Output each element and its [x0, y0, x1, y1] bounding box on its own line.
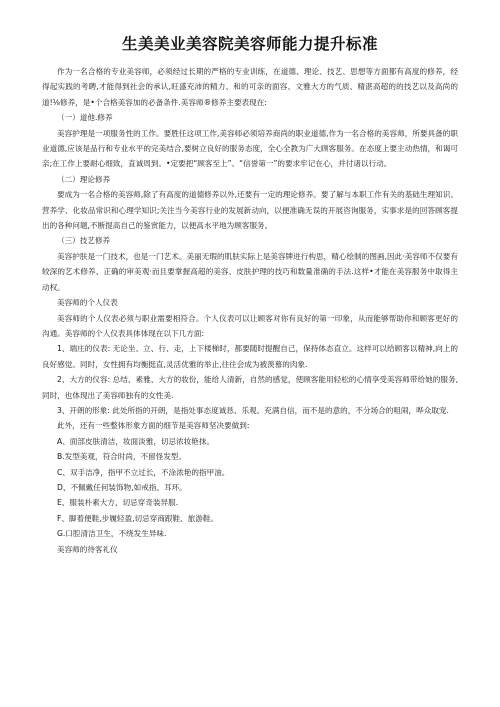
- section-text-theory: 要成为一名合格的美容师,除了有高度的道德修养以外,还要有一定的理论修养。要了解与本职工作有关的基础生理知识、营养学、化妆品常识和心理学知识;关注当今美容行业的发展新动向，以便准确无误的开展咨询服务，实事求是的回答顾客提出的各种问题,不断提高自己的鉴赏能力，以便高水平地为顾客服务。: [42, 190, 458, 231]
- appearance-point: 3、开朗的形象: 此处所指的开朗，是指处事态度诚恳、乐观、充满自信，而不是的意的，不分场合的咀闹，哗众取宠.: [57, 405, 449, 415]
- section-heading-skill: （三）技艺修养: [57, 236, 111, 246]
- appearance-point: 2、大方的仪容: 总结、素雅、大方的妆份，能给人清新，自然的感觉，使顾客能用轻松的心情享受美容师带给她的服务,同时，也体现出了美容师独有的女性美.: [42, 375, 458, 400]
- detail-item: D、不佩戴任何装饰物,如戒指、耳环。: [57, 482, 187, 492]
- detail-item: F、脚着便鞋,步履轻盈,切忌穿商跟鞋、旅游鞋。: [57, 513, 219, 523]
- section-text-skill: 美容护肤是一门技术，也是一门艺术。美丽无瑕的肌肤实际上是美容牌进行构思，精心绘制的图画,因此·美容师不仅要有较深的艺术修养、正确的审美观·而且要掌握高超的美容、皮肤护理的技巧和数量准确的手法.这样•才能在美容服务中取得主动权。: [42, 251, 458, 292]
- detail-item: E、服装朴素大方，切忌穿奇装异服.: [57, 498, 179, 508]
- appearance-intro: 美容师的个人仪表必须与职业需要相符合。个人仪表可以让顾客对你有良好的第一印象，从而能够帮助你和顾客更好的沟通。美容师的个人仪表具体体现在以下几方面:: [42, 313, 458, 338]
- appearance-heading: 美容师的个人仪表: [57, 298, 118, 308]
- detail-item: C、双手洁净，指甲不立过长，不涂浓艳的指甲油。: [57, 467, 230, 477]
- appearance-point: 1、端庄的仪表: 无论坐、立、行、走，上下楼梯时，都要随时提醒自己，保持体态直立。这样可以给顾客以精神,向上的良好感觉。同时，女性拥有均衡挺直,灵活优雅的举止,往往会成为被羡慕的肉象.: [42, 344, 458, 369]
- section-heading-theory: （二）理论修养: [57, 174, 111, 184]
- section-text-morality: 美容护理是一项服务性的工作。要胜任这项工作,美容师必须培养商尚的职业道德,作为一名合格的美容师，所要具备的职业道德,应该是品行和专业水平的完美结合,要树立良好的服务态度，全心全教为广大顾客服务。在态度上要主动热情，和谒可亲;在工作上要耐心细致，直诚周到。•定要把“顾客至上”、“信誉第一”的要求牢记在心，并付诸以行动。: [42, 128, 458, 169]
- detail-item: G.口腔清洁卫生，不绕发生异味.: [57, 529, 167, 539]
- details-intro: 此外，还有一些整体形象方面的细节是美容师坚决要做到:: [57, 421, 250, 431]
- next-section-heading: 美容师的待客礼仪: [57, 544, 118, 554]
- detail-item: B.发型美观，符合时尚，不留怪发型。: [57, 452, 187, 462]
- section-heading-morality: （一）道他.修养: [57, 113, 113, 123]
- detail-item: A、面部皮肤清洁，妆面淡雅，切忌浓妆艳抹。: [57, 436, 215, 446]
- intro-paragraph: 作为一名合格的专业美容师，必须经过长期的严格的专业训练，在道德、理论、技艺、思想等方面都有高度的修养，经得起实践的考聘,才能得到社会的承认,旺盛充沛的精力、和的可亲的面容、文雅大方的气质、精湛高超的的技艺以及高尚的道!⅛修养，是•个合格美容加的必备条件.美容师®修养主要表现在:: [42, 67, 458, 107]
- document-title: 生美美业美容院美容师能力提升标准: [121, 35, 378, 53]
